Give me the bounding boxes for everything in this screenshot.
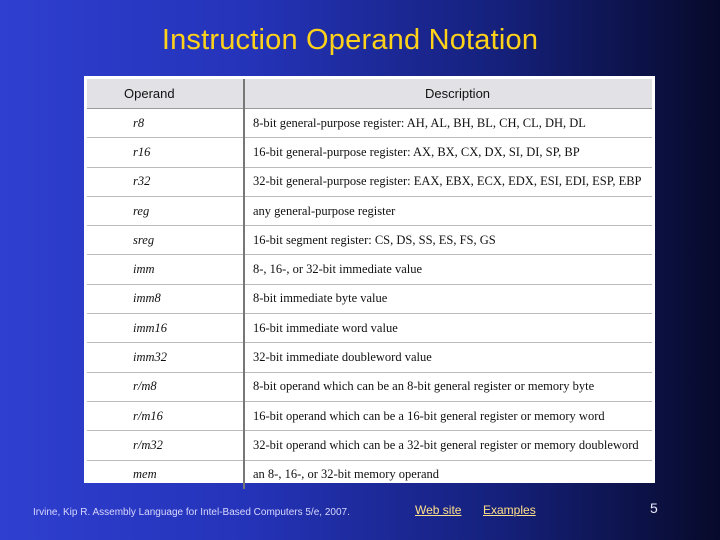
slide-title: Instruction Operand Notation [161,24,539,56]
description-cell: 32-bit general-purpose register: EAX, EBX, ECX, EDX, ESI, EDI, ESP, EBP [244,167,652,196]
table-row [87,138,652,167]
description-cell: 16-bit operand which can be a 16-bit general register or memory word [244,401,652,430]
table-header-row [87,79,652,109]
operand-cell: r16 [87,138,244,167]
header-description: Description [244,79,652,109]
header-operand: Operand [87,79,244,109]
operand-cell: imm8 [87,284,244,313]
table-row [87,255,652,284]
operand-cell: r/m32 [87,431,244,460]
operand-cell: mem [87,460,244,489]
table-row [87,343,652,372]
table-row [87,314,652,343]
examples-link[interactable]: Examples [483,503,536,517]
description-cell: 8-bit general-purpose register: AH, AL, BH, BL, CH, CL, DH, DL [244,109,652,138]
description-cell: 8-bit immediate byte value [244,284,652,313]
table-row [87,431,652,460]
description-cell: 16-bit segment register: CS, DS, SS, ES, FS, GS [244,226,652,255]
operand-cell: reg [87,196,244,225]
description-cell: an 8-, 16-, or 32-bit memory operand [244,460,652,489]
operand-cell: r32 [87,167,244,196]
description-cell: any general-purpose register [244,196,652,225]
description-cell: 8-, 16-, or 32-bit immediate value [244,255,652,284]
operand-cell: r/m8 [87,372,244,401]
operand-cell: imm32 [87,343,244,372]
table-row [87,284,652,313]
description-cell: 16-bit general-purpose register: AX, BX, CX, DX, SI, DI, SP, BP [244,138,652,167]
description-cell: 16-bit immediate word value [244,314,652,343]
operand-cell: r/m16 [87,401,244,430]
operand-cell: imm16 [87,314,244,343]
table-row [87,109,652,138]
table-row [87,372,652,401]
description-cell: 32-bit operand which can be a 32-bit general register or memory doubleword [244,431,652,460]
operand-cell: imm [87,255,244,284]
footer-citation: Irvine, Kip R. Assembly Language for Intel-Based Computers 5/e, 2007. [33,507,350,518]
web-site-link[interactable]: Web site [415,503,462,517]
table-row [87,196,652,225]
page-number: 5 [650,500,658,516]
table-row [87,167,652,196]
table-row [87,401,652,430]
operand-cell: r8 [87,109,244,138]
description-cell: 8-bit operand which can be an 8-bit general register or memory byte [244,372,652,401]
operand-table-panel [84,76,655,483]
description-cell: 32-bit immediate doubleword value [244,343,652,372]
table-row [87,226,652,255]
operand-notation-table [87,79,652,489]
operand-cell: sreg [87,226,244,255]
table-row [87,460,652,489]
